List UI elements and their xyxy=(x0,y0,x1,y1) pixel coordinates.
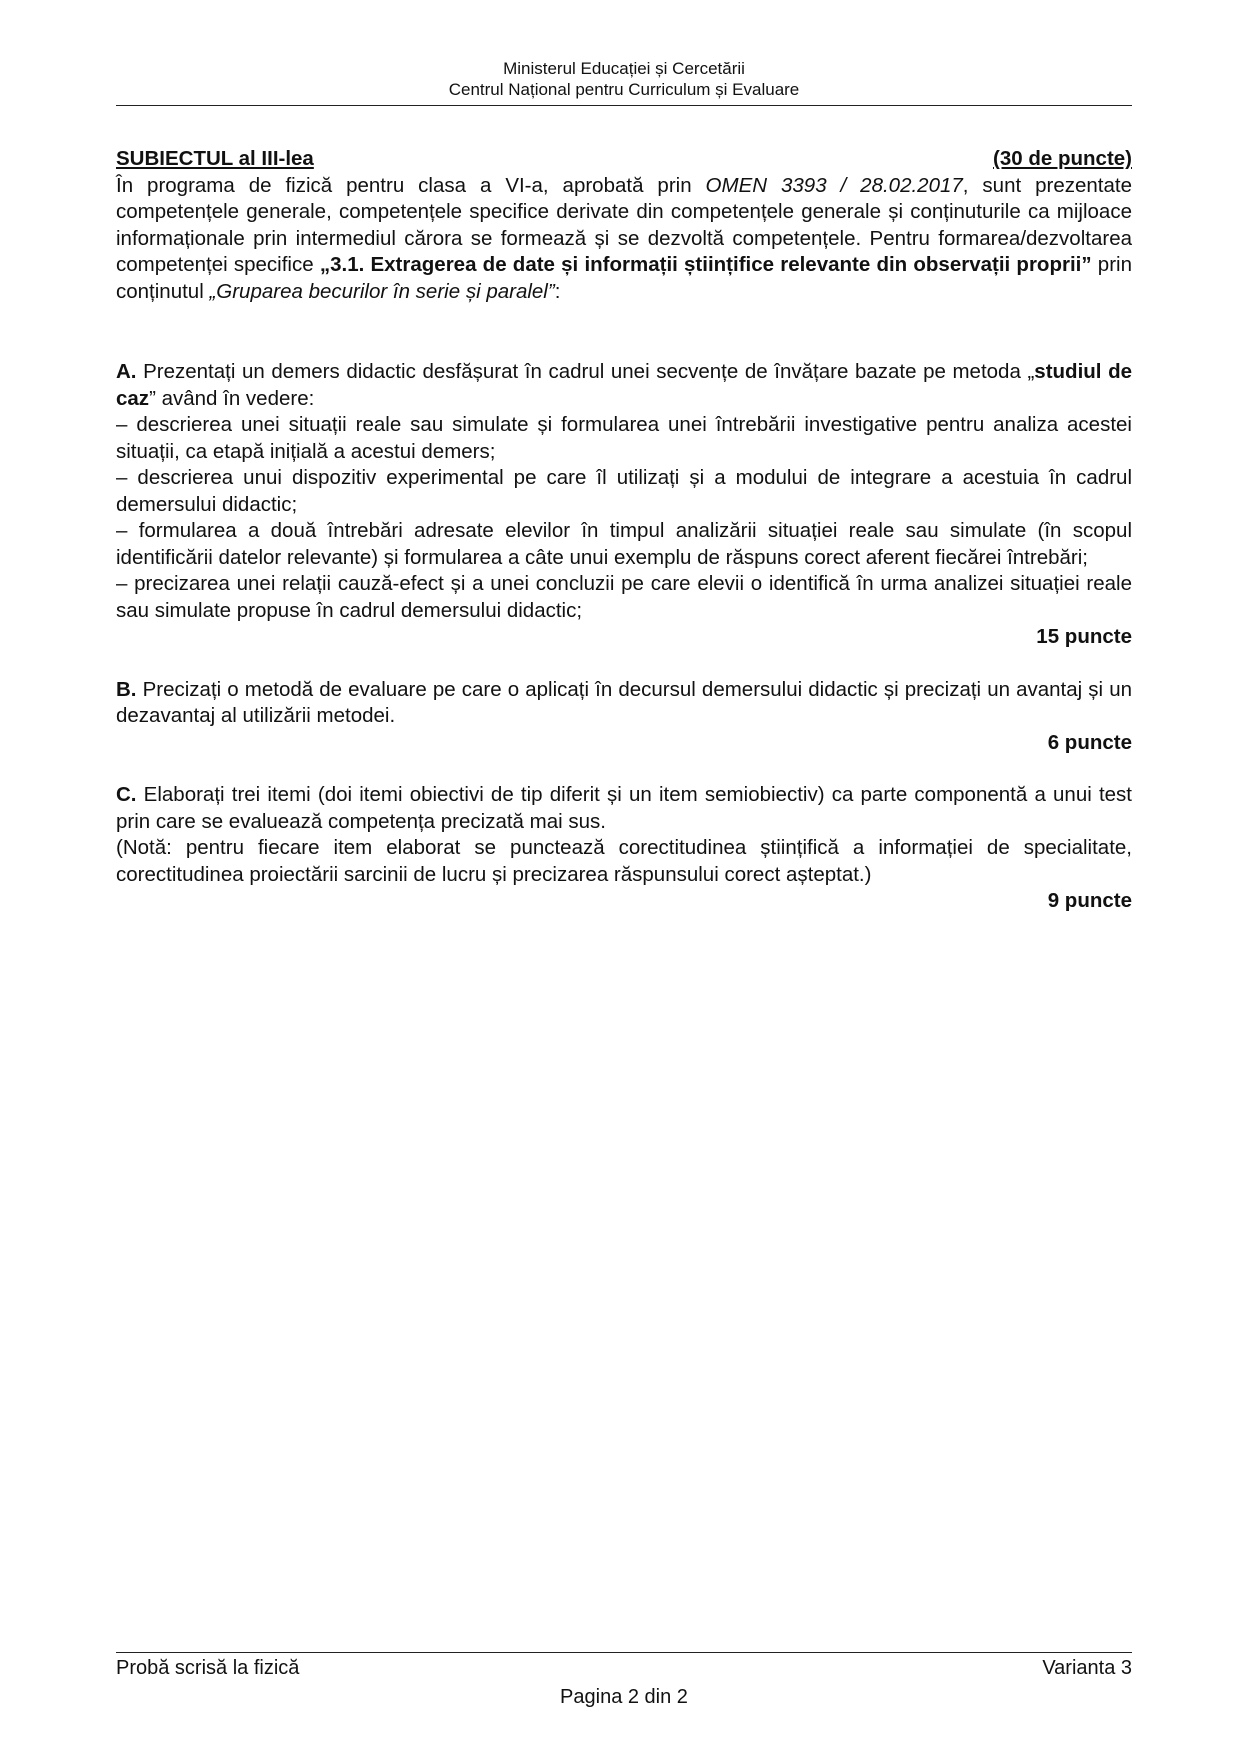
part-b-label: B. xyxy=(116,677,137,701)
part-c-text: Elaborați trei itemi (doi itemi obiectivi de tip diferit și un item semiobiectiv) ca parte componentă a unui test prin care se evaluează competența precizată mai sus. xyxy=(116,783,1132,833)
intro-text-4: : xyxy=(554,279,561,303)
subject-points: (30 de puncte) xyxy=(993,147,1132,170)
page-header xyxy=(116,58,1132,100)
subject-intro xyxy=(116,173,1132,306)
part-b-text: Precizați o metodă de evaluare pe care o aplicați în decursul demersului didactic și precizați un avantaj și un dezavantaj al utilizării metodei. xyxy=(116,677,1132,727)
part-a-points: 15 puncte xyxy=(1036,625,1132,648)
intro-text-3: prin conținutul xyxy=(116,253,1132,303)
center-name: Centrul Național pentru Curriculum și Evaluare xyxy=(448,80,800,99)
part-b xyxy=(116,677,1132,757)
part-a-text-2: ” având în vedere: xyxy=(149,386,315,410)
intro-content: „Gruparea becurilor în serie și paralel” xyxy=(209,279,555,303)
page-number: Pagina 2 din 2 xyxy=(560,1686,688,1708)
footer-divider xyxy=(116,1652,1132,1653)
footer-variant: Varianta 3 xyxy=(1042,1657,1132,1679)
part-a-bullet: – descrierea unei situații reale sau simulate și formularea unei întrebării investigative pentru analiza acestei situații, ca etapă inițială a acestui demers; xyxy=(116,413,1132,463)
part-a-text-1: Prezentați un demers didactic desfășurat în cadrul unei secvențe de învățare bazate pe metoda „ xyxy=(136,360,1035,383)
intro-competence: „3.1. Extragerea de date și informații științifice relevante din observații proprii” xyxy=(319,253,1092,276)
subject-title: SUBIECTUL al III-lea xyxy=(116,147,314,170)
intro-text-2: , sunt prezentate competențele generale, competențele specifice derivate din competențele generale și conținuturile ca mijloace informaționale prin intermediul cărora se formează și se dezvoltă competențele. Pentru formarea/dezvoltarea competenței specifice xyxy=(116,173,1132,276)
part-a xyxy=(116,359,1132,651)
ministry-name: Ministerul Educației și Cercetării xyxy=(503,59,745,78)
part-a-label: A. xyxy=(116,360,137,383)
part-a-method: studiul de caz xyxy=(116,360,1133,410)
part-a-prompt xyxy=(116,359,1132,412)
part-c-prompt xyxy=(116,782,1132,835)
part-a-bullet: – precizarea unei relații cauză-efect și a unei concluzii pe care elevii o identifică în urma analizei situației reale sau simulate propuse în cadrul demersului didactic; xyxy=(116,572,1132,622)
page-footer xyxy=(116,1656,1132,1710)
part-b-points: 6 puncte xyxy=(1047,730,1132,754)
subject-title-row xyxy=(116,146,1132,173)
part-b-prompt xyxy=(116,677,1132,730)
part-c-label: C. xyxy=(116,783,137,806)
part-c-note: (Notă: pentru fiecare item elaborat se punctează corectitudinea științifică a informației de specialitate, corectitudinea proiectării sarcinii de lucru și precizarea răspunsului corect așteptat.) xyxy=(116,836,1132,886)
footer-exam-name: Probă scrisă la fizică xyxy=(116,1657,300,1679)
part-a-bullet: – formularea a două întrebări adresate elevilor în timpul analizării situației reale sau simulate (în scopul identificării datelor relevante) și formularea a câte unui exemplu de răspuns corect aferent fiecărei întrebări; xyxy=(116,519,1132,569)
part-c xyxy=(116,782,1132,915)
header-divider xyxy=(116,105,1132,106)
part-a-bullet: – descrierea unui dispozitiv experimental pe care îl utilizați și a modului de integrare a acestuia în cadrul demersului didactic; xyxy=(116,466,1132,516)
intro-text-1: În programa de fizică pentru clasa a VI-a, aprobată prin xyxy=(116,173,706,197)
intro-omen: OMEN 3393 / 28.02.2017 xyxy=(705,173,963,197)
exam-content xyxy=(116,146,1132,915)
part-c-points: 9 puncte xyxy=(1047,889,1132,912)
